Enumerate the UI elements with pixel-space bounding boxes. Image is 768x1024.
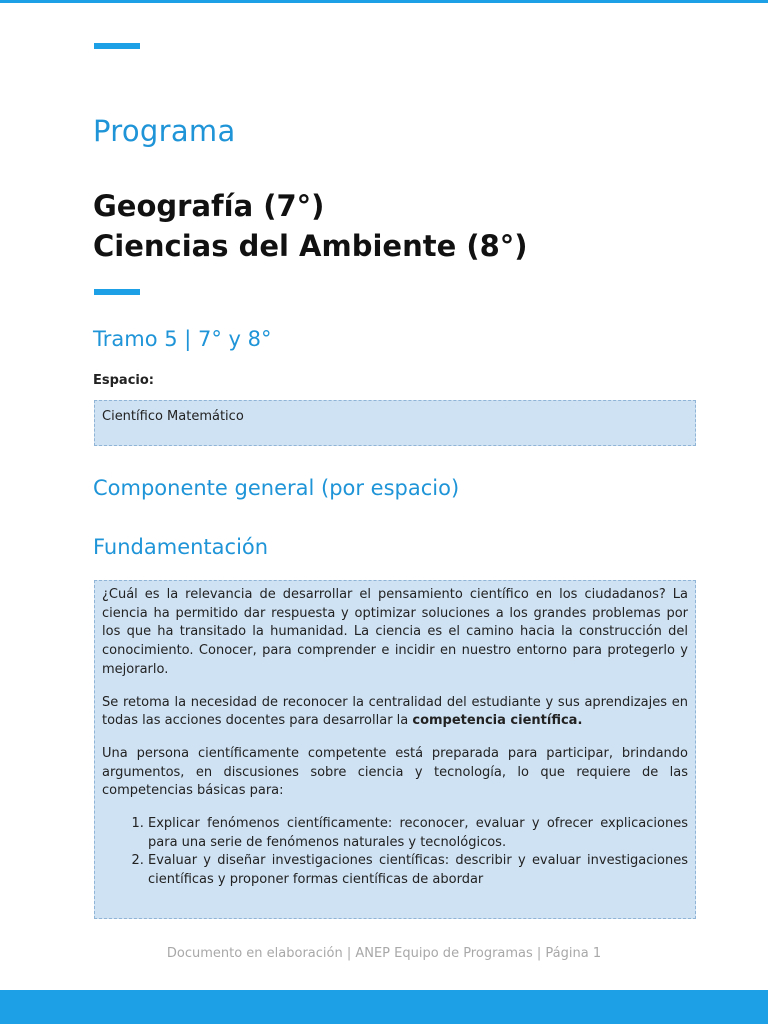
bottom-band	[0, 990, 768, 1024]
title-line-2: Ciencias del Ambiente (8°)	[93, 229, 528, 263]
fundamentacion-box	[94, 580, 696, 919]
tramo-heading: Tramo 5 | 7° y 8°	[93, 327, 272, 351]
fundamentacion-heading: Fundamentación	[93, 535, 269, 559]
paragraph-3: Una persona científicamente competente está preparada para participar, brindando argumentos, en discusiones sobre ciencia y tecnología, lo que requiere de las competencias básicas para:	[102, 745, 688, 799]
paragraph-2-text: Se retoma la necesidad de reconocer la centralidad del estudiante y sus aprendizajes en todas las acciones docentes para desarrollar la	[102, 694, 688, 729]
accent-bar-top	[94, 43, 140, 49]
espacio-label: Espacio:	[93, 373, 154, 388]
title-line-1: Geografía (7°)	[93, 189, 325, 223]
list-item: 1. Explicar fenómenos científicamente: reconocer, evaluar y ofrecer explicaciones para una serie de fenómenos naturales y tecnológicos.	[148, 815, 688, 852]
page-footer: Documento en elaboración | ANEP Equipo de Programas | Página 1	[166, 946, 602, 961]
page-title	[93, 186, 528, 266]
list-item: 2. Evaluar y diseñar investigaciones científicas: describir y evaluar investigaciones científicas y proponer formas científicas de abordar	[148, 852, 688, 889]
top-rule	[0, 0, 768, 3]
paragraph-2	[102, 694, 688, 731]
competencias-list	[102, 815, 688, 890]
espacio-box	[94, 400, 696, 446]
componente-heading: Componente general (por espacio)	[93, 476, 460, 500]
espacio-value: Científico Matemático	[102, 409, 244, 424]
paragraph-1: ¿Cuál es la relevancia de desarrollar el pensamiento científico en los ciudadanos? La ciencia ha permitido dar respuesta y optimizar soluciones a los grandes problemas por los que ha transitado la humanidad. La ciencia es el camino hacia la construcción del conocimiento. Conocer, para comprender e incidir en nuestro entorno para protegerlo y mejorarlo.	[102, 587, 688, 677]
section-label: Programa	[93, 114, 236, 148]
accent-bar-middle	[94, 289, 140, 295]
paragraph-2-bold: competencia científica.	[412, 713, 583, 729]
